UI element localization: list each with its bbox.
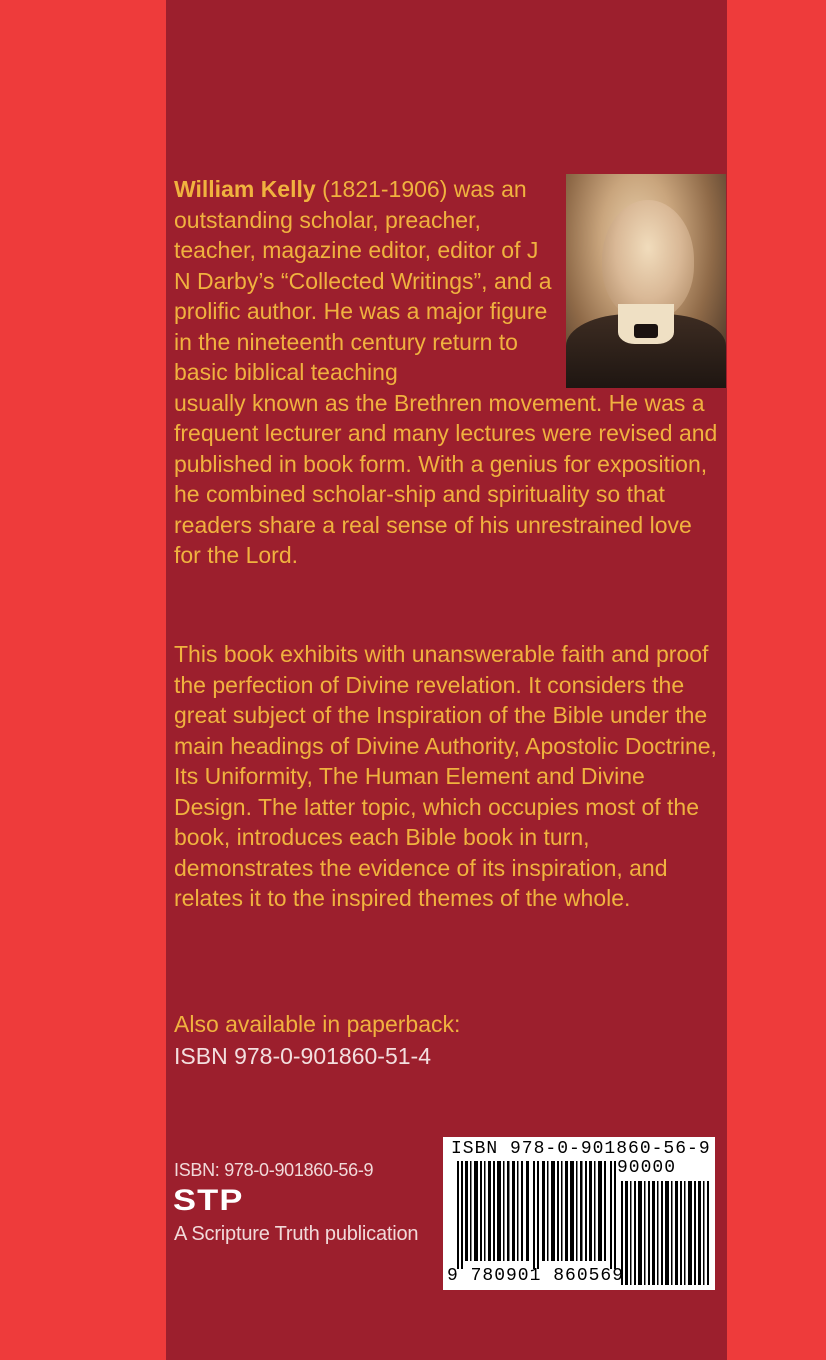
left-red-margin <box>0 0 166 1360</box>
barcode-price-code: 90000 <box>617 1158 677 1178</box>
stp-logo: STP <box>173 1184 244 1217</box>
paperback-isbn: ISBN 978-0-901860-51-4 <box>174 1043 431 1069</box>
ean-barcode <box>457 1161 617 1269</box>
bio-text-narrow: (1821-1906) was an outstanding scholar, preacher, teacher, magazine editor, editor of J N Darby’s “Collected Writings”, and a prolific author. He was a major figure in the nineteenth century return to basic biblical teaching <box>174 176 552 385</box>
bio-narrow-block <box>174 174 559 388</box>
bio-text-wide: usually known as the Brethren movement. He was a frequent lecturer and many lectures were revised and published in book form. With a genius for exposition, he combined scholar-ship and spirituality so that readers share a real sense of his unrestrained love for the Lord. <box>174 389 718 568</box>
author-biography <box>174 174 724 571</box>
right-red-margin <box>727 0 826 1360</box>
publisher-isbn: ISBN: 978-0-901860-56-9 <box>174 1160 374 1180</box>
also-available-label: Also available in paperback: <box>174 1011 461 1037</box>
barcode-isbn-text: ISBN 978-0-901860-56-9 <box>451 1139 711 1159</box>
book-description: This book exhibits with unanswerable faith and proof the perfection of Divine revelation. It considers the great subject of the Inspiration of the Bible under the main headings of Divine Authority, Apostolic Doctrine, Its Uniformity, The Human Element and Divine Design. The latter topic, which occupies most of the book, introduces each Bible book in turn, demonstrates the evidence of its inspiration, and relates it to the inspired themes of the whole. <box>174 641 717 911</box>
barcode-label <box>443 1137 715 1290</box>
publisher-name: A Scripture Truth publication <box>174 1223 419 1245</box>
barcode-ean-digits: 9 780901 860569 <box>447 1266 625 1286</box>
price-addon-barcode <box>621 1181 709 1285</box>
author-name: William Kelly <box>174 176 316 202</box>
